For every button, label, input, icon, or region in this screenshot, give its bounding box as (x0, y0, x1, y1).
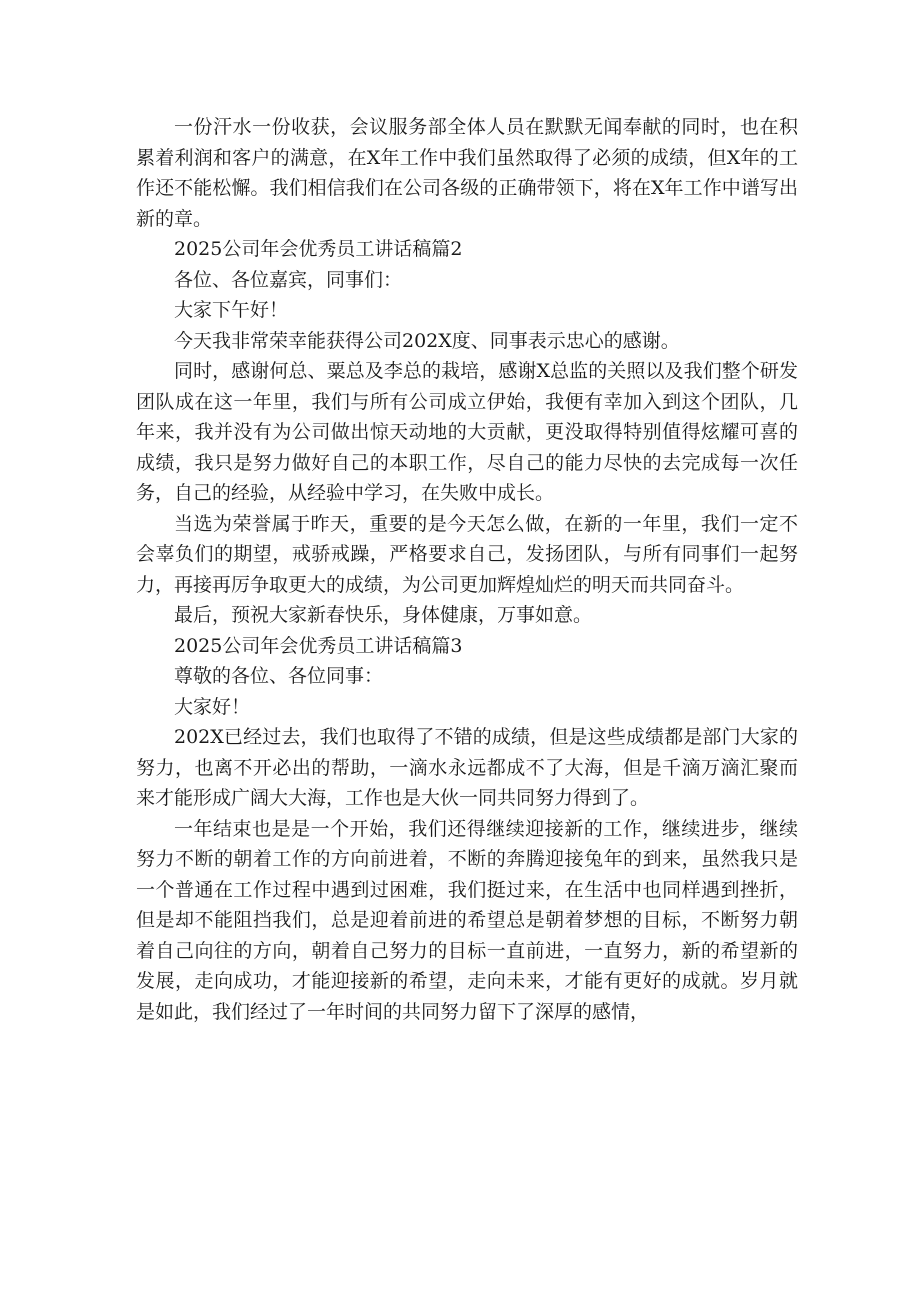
document-body (136, 112, 798, 1027)
paragraph-wishes: 最后，预祝大家新春快乐，身体健康，万事如意。 (174, 604, 593, 626)
paragraph-closing-harvest: 一份汗水一份收获，会议服务部全体人员在默默无闻奉献的同时，也在积累着利润和客户的满意，在X年工作中我们虽然取得了必须的成绩，但X年的工作还不能松懈。我们相信我们在公司各级的正确带领下，将在X年工作中谱写出新的章。 (136, 116, 798, 230)
paragraph-greeting: 大家下午好！ (174, 299, 289, 321)
paragraph-greeting-2: 大家好！ (174, 695, 251, 718)
paragraph-review: 202X已经过去，我们也取得了不错的成绩，但是这些成绩都是部门大家的努力，也离不开必出的帮助，一滴水永远都成不了大海，但是千滴万滴汇聚而来才能形成广阔大大海，工作也是大伙一同共同努力得到了。 (136, 726, 798, 809)
section-heading-speech-2: 2025公司年会优秀员工讲话稿篇2 (174, 238, 463, 260)
paragraph-thanks: 同时，感谢何总、粟总及李总的栽培，感谢X总监的关照以及我们整个研发团队成在这一年里，我们与所有公司成立伊始，我便有幸加入到这个团队，几年来，我并没有为公司做出惊天动地的大贡献，更没取得特别值得炫耀可喜的成绩，我只是努力做好自己的本职工作，尽自己的能力尽快的去完成每一次任务，自己的经验，从经验中学习，在失败中成长。 (136, 360, 798, 504)
paragraph-future: 当选为荣誉属于昨天，重要的是今天怎么做，在新的一年里，我们一定不会辜负们的期望，戒骄戒躁，严格要求自己，发扬团队，与所有同事们一起努力，再接再厉争取更大的成绩，为公司更加辉煌灿烂的明天而共同奋斗。 (136, 512, 798, 596)
section-heading-speech-3: 2025公司年会优秀员工讲话稿篇3 (174, 634, 463, 657)
paragraph-salutation: 各位、各位嘉宾，同事们： (174, 268, 403, 291)
paragraph-salutation-2: 尊敬的各位、各位同事： (174, 665, 384, 687)
paragraph-honor: 今天我非常荣幸能获得公司202X度、同事表示忠心的感谢。 (174, 329, 680, 352)
paragraph-new-year: 一年结束也是是一个开始，我们还得继续迎接新的工作，继续进步，继续努力不断的朝着工作的方向前进着，不断的奔腾迎接兔年的到来，虽然我只是一个普通在工作过程中遇到过困难，我们挺过来，在生活中也同样遇到挫折，但是却不能阻挡我们，总是迎着前进的希望总是朝着梦想的目标，不断努力朝着自己向往的方向，朝着自己努力的目标一直前进，一直努力，新的希望新的发展，走向成功，才能迎接新的希望，走向未来，才能有更好的成就。岁月就是如此，我们经过了一年时间的共同努力留下了深厚的感情， (136, 817, 798, 1023)
